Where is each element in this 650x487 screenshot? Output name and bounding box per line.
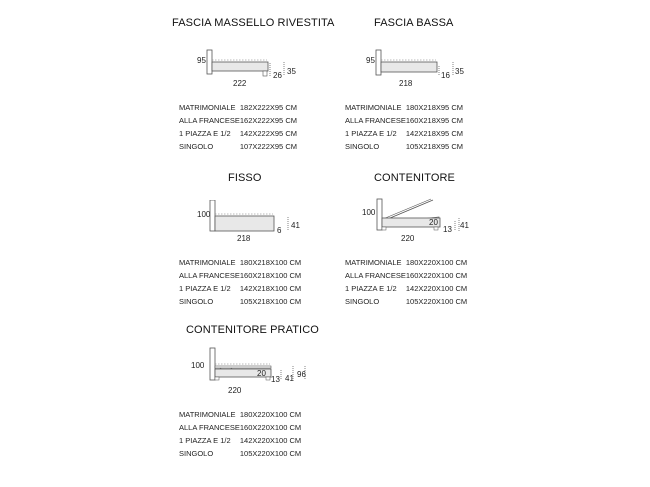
foot-height-label: 6 bbox=[277, 226, 282, 235]
size-value: 142X220X100 CM bbox=[239, 436, 302, 445]
size-name: 1 PIAZZA E 1/2 bbox=[345, 129, 397, 138]
side-height-label: 41 bbox=[460, 221, 469, 230]
table-row bbox=[345, 127, 463, 140]
table-row bbox=[179, 421, 301, 434]
bed-side-diagram bbox=[365, 197, 475, 239]
size-value: 182X222X95 CM bbox=[239, 103, 297, 112]
table-row bbox=[179, 434, 301, 447]
foot-height-label: 26 bbox=[273, 71, 282, 80]
model-title: FASCIA BASSA bbox=[374, 17, 454, 29]
size-value: 160X220X100 CM bbox=[405, 271, 468, 280]
size-name: MATRIMONIALE bbox=[179, 103, 236, 112]
table-row bbox=[345, 114, 463, 127]
table-row bbox=[345, 295, 467, 308]
foot-height-label: 13 bbox=[271, 375, 280, 384]
length-label: 218 bbox=[399, 79, 413, 88]
table-row bbox=[345, 269, 467, 282]
table-row bbox=[345, 140, 463, 153]
length-label: 222 bbox=[233, 79, 247, 88]
side-height-label: 35 bbox=[455, 67, 464, 76]
table-row bbox=[179, 140, 297, 153]
height-label: 100 bbox=[191, 361, 205, 370]
table-row bbox=[179, 256, 301, 269]
inner-height-label: 20 bbox=[429, 218, 438, 227]
size-name: SINGOLO bbox=[179, 449, 214, 458]
size-value: 180X218X95 CM bbox=[405, 103, 463, 112]
size-value: 162X222X95 CM bbox=[239, 116, 297, 125]
size-value: 180X220X100 CM bbox=[239, 410, 302, 419]
size-value: 142X218X95 CM bbox=[405, 129, 463, 138]
size-name: 1 PIAZZA E 1/2 bbox=[179, 284, 231, 293]
size-name: ALLA FRANCESE bbox=[179, 116, 240, 125]
size-table bbox=[345, 101, 463, 153]
size-value: 105X220X100 CM bbox=[405, 297, 468, 306]
table-row bbox=[179, 269, 301, 282]
side-height-label: 41 bbox=[285, 374, 294, 383]
size-name: 1 PIAZZA E 1/2 bbox=[345, 284, 397, 293]
model-title: FISSO bbox=[228, 172, 262, 184]
size-name: MATRIMONIALE bbox=[179, 258, 236, 267]
size-table bbox=[179, 256, 301, 308]
height-label: 95 bbox=[197, 56, 206, 65]
model-title: FASCIA MASSELLO RIVESTITA bbox=[172, 17, 335, 29]
side-height-label: 35 bbox=[287, 67, 296, 76]
size-name: ALLA FRANCESE bbox=[179, 423, 240, 432]
table-row bbox=[179, 101, 297, 114]
table-row bbox=[345, 282, 467, 295]
inner-height-label: 20 bbox=[257, 369, 266, 378]
size-name: ALLA FRANCESE bbox=[345, 271, 406, 280]
size-value: 142X218X100 CM bbox=[239, 284, 302, 293]
size-value: 160X220X100 CM bbox=[239, 423, 302, 432]
size-value: 160X218X100 CM bbox=[239, 271, 302, 280]
length-label: 220 bbox=[401, 234, 415, 243]
size-name: SINGOLO bbox=[179, 297, 214, 306]
total-height-label: 96 bbox=[297, 370, 306, 379]
side-height-label: 41 bbox=[291, 221, 300, 230]
foot-height-label: 13 bbox=[443, 225, 452, 234]
size-value: 105X218X100 CM bbox=[239, 297, 302, 306]
size-name: 1 PIAZZA E 1/2 bbox=[179, 129, 231, 138]
size-name: MATRIMONIALE bbox=[345, 258, 402, 267]
size-value: 160X218X95 CM bbox=[405, 116, 463, 125]
size-name: SINGOLO bbox=[345, 297, 380, 306]
size-value: 142X222X95 CM bbox=[239, 129, 297, 138]
size-value: 107X222X95 CM bbox=[239, 142, 297, 151]
size-value: 142X220X100 CM bbox=[405, 284, 468, 293]
size-table bbox=[345, 256, 467, 308]
table-row bbox=[179, 114, 297, 127]
size-table bbox=[179, 101, 297, 153]
size-name: SINGOLO bbox=[345, 142, 380, 151]
size-name: MATRIMONIALE bbox=[179, 410, 236, 419]
size-value: 180X218X100 CM bbox=[239, 258, 302, 267]
length-label: 218 bbox=[237, 234, 251, 243]
size-name: ALLA FRANCESE bbox=[179, 271, 240, 280]
size-table bbox=[179, 408, 301, 460]
size-name: ALLA FRANCESE bbox=[345, 116, 406, 125]
length-label: 220 bbox=[228, 386, 242, 395]
table-row bbox=[179, 447, 301, 460]
table-row bbox=[345, 101, 463, 114]
table-row bbox=[179, 127, 297, 140]
bed-side-diagram bbox=[198, 200, 308, 240]
model-title: CONTENITORE bbox=[374, 172, 455, 184]
size-value: 105X218X95 CM bbox=[405, 142, 463, 151]
height-label: 100 bbox=[197, 210, 211, 219]
size-name: SINGOLO bbox=[179, 142, 214, 151]
height-label: 100 bbox=[362, 208, 376, 217]
size-name: MATRIMONIALE bbox=[345, 103, 402, 112]
table-row bbox=[179, 408, 301, 421]
model-title: CONTENITORE PRATICO bbox=[186, 324, 319, 336]
table-row bbox=[179, 282, 301, 295]
foot-height-label: 16 bbox=[441, 71, 450, 80]
table-row bbox=[345, 256, 467, 269]
height-label: 95 bbox=[366, 56, 375, 65]
size-value: 180X220X100 CM bbox=[405, 258, 468, 267]
table-row bbox=[179, 295, 301, 308]
size-name: 1 PIAZZA E 1/2 bbox=[179, 436, 231, 445]
size-value: 105X220X100 CM bbox=[239, 449, 302, 458]
